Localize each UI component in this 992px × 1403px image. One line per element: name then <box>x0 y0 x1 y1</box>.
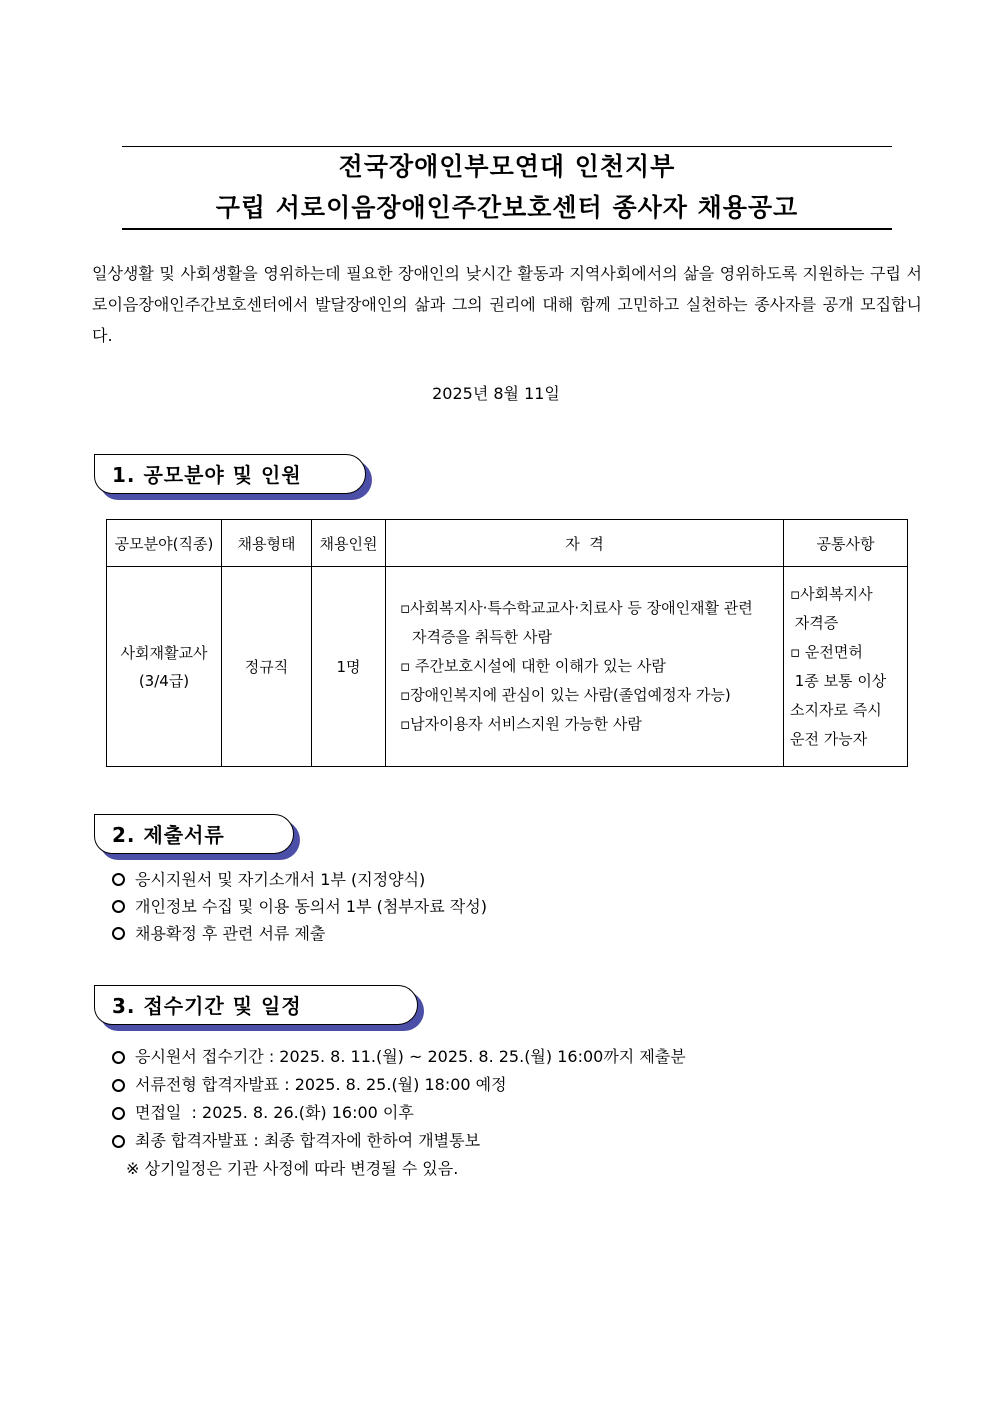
list-item: 최종 합격자발표 : 최종 합격자에 한하여 개별통보 <box>112 1127 686 1155</box>
common-item: 1종 보통 이상 <box>790 671 887 690</box>
list-item: 채용확정 후 관련 서류 제출 <box>112 920 487 947</box>
header-type: 채용형태 <box>222 520 312 567</box>
section-3-heading <box>94 985 418 1025</box>
qualification-item: ▫사회복지사·특수학교교사·치료사 등 장애인재활 관련 <box>400 599 753 617</box>
page-title <box>122 146 892 230</box>
intro-paragraph: 일상생활 및 사회생활을 영위하는데 필요한 장애인의 낮시간 활동과 지역사회에서의 삶을 영위하도록 지원하는 구립 서로이음장애인주간보호센터에서 발달장애인의 삶과 그의 권리에 대해 함께 고민하고 실천하는 종사자를 공개 모집합니다. <box>92 264 922 345</box>
section-1-label: 1. 공모분야 및 인원 <box>112 463 302 487</box>
list-item: 응시지원서 및 자기소개서 1부 (지정양식) <box>112 866 487 893</box>
common-item: ▫사회복지사 <box>790 584 873 603</box>
title-top-rule <box>122 146 892 147</box>
circle-bullet-icon <box>112 1079 125 1092</box>
documents-list <box>112 866 487 947</box>
common-item: 운전 가능자 <box>790 729 868 748</box>
section-3-label: 3. 접수기간 및 일정 <box>112 994 302 1018</box>
cell-type: 정규직 <box>222 567 312 767</box>
section-2-label: 2. 제출서류 <box>112 823 225 847</box>
title-line-2: 구립 서로이음장애인주간보호센터 종사자 채용공고 <box>215 193 799 222</box>
header-common: 공통사항 <box>784 520 908 567</box>
list-item: 응시원서 접수기간 : 2025. 8. 11.(월) ~ 2025. 8. 25.(월) 16:00까지 제출분 <box>112 1043 686 1071</box>
section-2-heading <box>94 814 294 854</box>
circle-bullet-icon <box>112 900 125 913</box>
qualification-item: ▫ 주간보호시설에 대한 이해가 있는 사람 <box>400 657 666 675</box>
qualification-item: 자격증을 취득한 사람 <box>412 628 552 646</box>
common-item: 소지자로 즉시 <box>790 700 882 719</box>
cell-common <box>784 567 908 767</box>
circle-bullet-icon <box>112 1107 125 1120</box>
circle-bullet-icon <box>112 927 125 940</box>
circle-bullet-icon <box>112 873 125 886</box>
announcement-date: 2025년 8월 11일 <box>432 384 560 403</box>
table-row <box>107 567 908 767</box>
recruitment-table <box>106 519 908 767</box>
list-item: 서류전형 합격자발표 : 2025. 8. 25.(월) 18:00 예정 <box>112 1071 686 1099</box>
list-item: 면접일 : 2025. 8. 26.(화) 16:00 이후 <box>112 1099 686 1127</box>
common-item: ▫ 운전면허 <box>790 642 863 661</box>
circle-bullet-icon <box>112 1051 125 1064</box>
header-qualification: 자 격 <box>386 520 784 567</box>
schedule-note: ※ 상기일정은 기관 사정에 따라 변경될 수 있음. <box>126 1159 459 1178</box>
header-field: 공모분야(직종) <box>107 520 222 567</box>
title-bottom-rule <box>122 228 892 230</box>
cell-field: 사회재활교사 (3/4급) <box>107 567 222 767</box>
common-item: 자격증 <box>790 613 839 632</box>
schedule-list <box>112 1043 686 1183</box>
cell-qualifications <box>386 567 784 767</box>
table-header-row <box>107 520 908 567</box>
cell-count: 1명 <box>312 567 386 767</box>
list-item: 개인정보 수집 및 이용 동의서 1부 (첨부자료 작성) <box>112 893 487 920</box>
qualification-item: ▫장애인복지에 관심이 있는 사람(졸업예정자 가능) <box>400 686 731 704</box>
header-count: 채용인원 <box>312 520 386 567</box>
section-1-heading <box>94 454 366 494</box>
qualification-item: ▫남자이용자 서비스지원 가능한 사람 <box>400 715 642 733</box>
circle-bullet-icon <box>112 1135 125 1148</box>
title-line-1: 전국장애인부모연대 인천지부 <box>338 152 676 181</box>
